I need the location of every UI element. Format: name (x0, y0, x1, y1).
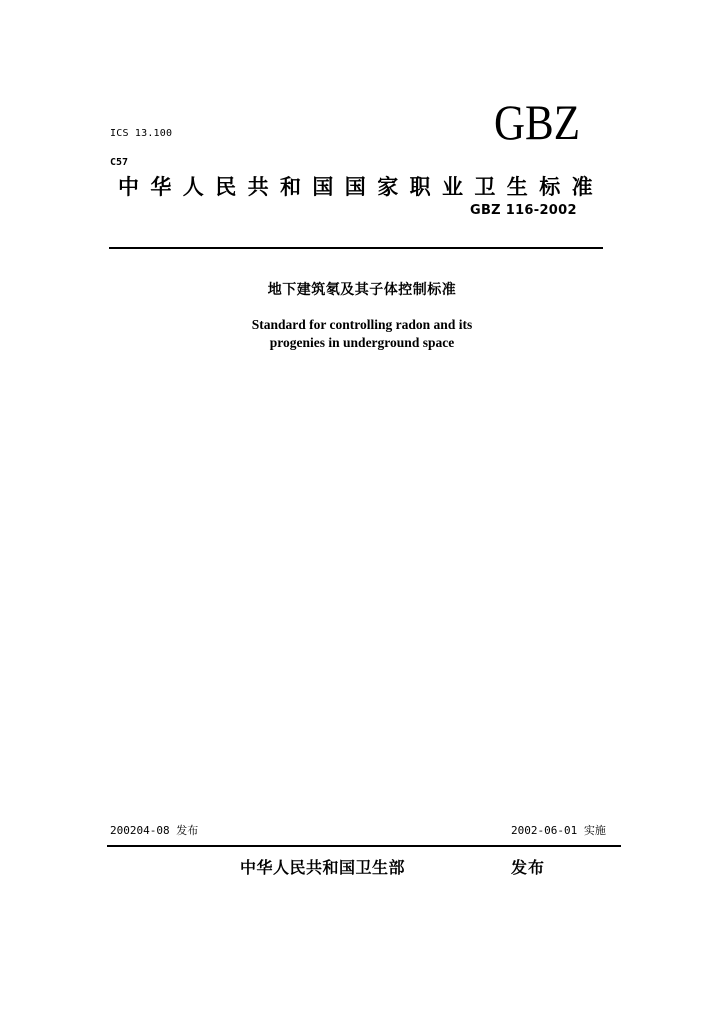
implementation-date: 2002-06-01 实施 (511, 824, 606, 837)
classification-code: C57 (110, 157, 129, 168)
english-title-line-2: progenies in underground space (269, 335, 455, 350)
issuing-authority: 中华人民共和国卫生部 (240, 858, 406, 877)
chinese-title: 地下建筑氡及其子体控制标准 (267, 282, 457, 298)
ics-code: ICS 13.100 (110, 128, 173, 139)
standard-number: GBZ 116-2002 (470, 203, 577, 218)
header-divider (109, 247, 603, 249)
footer-divider (107, 845, 621, 847)
issue-label: 发布 (511, 858, 546, 877)
national-standard-title: 中华人民共和国国家职业卫生标准 (118, 175, 604, 199)
english-title-line-1: Standard for controlling radon and its (251, 317, 473, 332)
gbz-logo: GBZ (494, 94, 580, 150)
english-title (0, 316, 724, 352)
issue-date: 200204-08 发布 (110, 824, 199, 837)
